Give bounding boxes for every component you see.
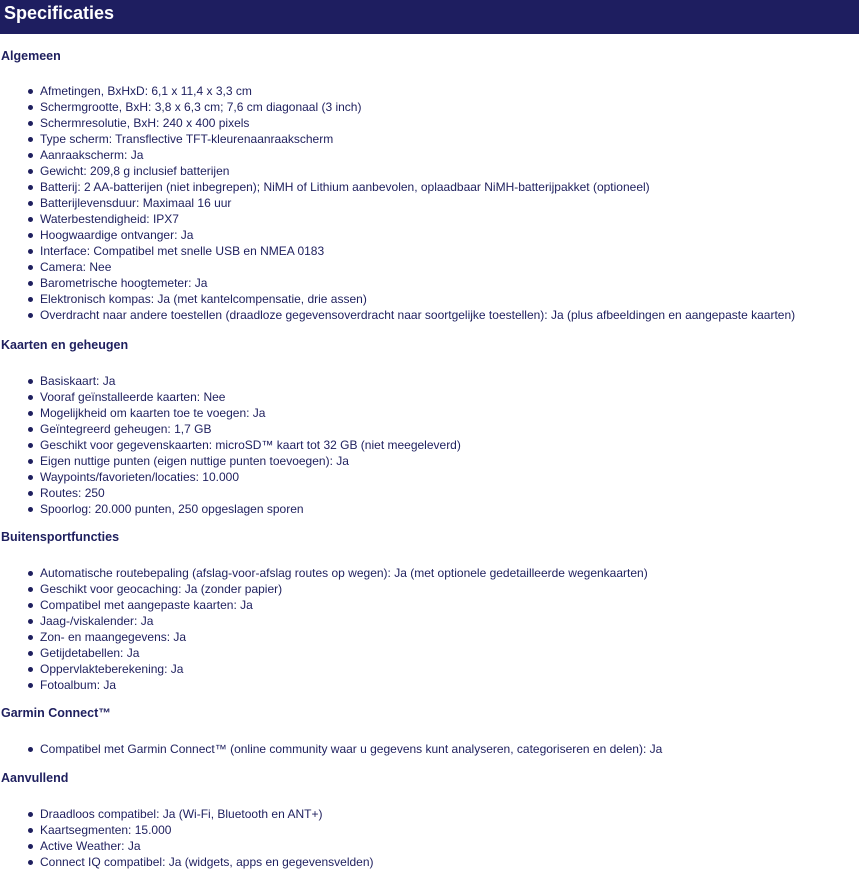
section-title: Buitensportfuncties	[1, 530, 120, 544]
list-item	[0, 373, 461, 389]
bullet-icon	[28, 571, 33, 576]
bullet-icon	[28, 313, 33, 318]
list-item	[0, 469, 461, 485]
list-item-text: Active Weather: Ja	[40, 839, 141, 853]
list-item	[0, 613, 648, 629]
list-item	[0, 453, 461, 469]
section-title: Garmin Connect™	[1, 706, 111, 720]
section-algemeen	[0, 49, 795, 323]
list-item-text: Draadloos compatibel: Ja (Wi-Fi, Bluetooth en ANT+)	[40, 807, 323, 821]
bullet-icon	[28, 844, 33, 849]
list-item	[0, 854, 374, 870]
list-item	[0, 275, 795, 291]
bullet-icon	[28, 427, 33, 432]
list-item-text: Gewicht: 209,8 g inclusief batterijen	[40, 164, 230, 178]
bullet-icon	[28, 860, 33, 865]
list-item-text: Elektronisch kompas: Ja (met kantelcompensatie, drie assen)	[40, 292, 367, 306]
bullet-icon	[28, 233, 33, 238]
list-item	[0, 597, 648, 613]
list-item-text: Waypoints/favorieten/locaties: 10.000	[40, 470, 240, 484]
list-item-text: Zon- en maangegevens: Ja	[40, 630, 187, 644]
spec-list	[0, 806, 374, 870]
list-item-text: Aanraakscherm: Ja	[40, 148, 144, 162]
section-kaarten-en-geheugen	[0, 338, 461, 517]
bullet-icon	[28, 297, 33, 302]
bullet-icon	[28, 475, 33, 480]
list-item	[0, 645, 648, 661]
list-item-text: Type scherm: Transflective TFT-kleurenaanraakscherm	[40, 132, 334, 146]
list-item	[0, 389, 461, 405]
section-title: Algemeen	[1, 49, 61, 63]
list-item-text: Vooraf geïnstalleerde kaarten: Nee	[40, 390, 226, 404]
section-aanvullend	[0, 771, 374, 870]
bullet-icon	[28, 667, 33, 672]
list-item-text: Jaag-/viskalender: Ja	[40, 614, 154, 628]
list-item	[0, 677, 648, 693]
list-item	[0, 211, 795, 227]
list-item-text: Batterij: 2 AA-batterijen (niet inbegrepen); NiMH of Lithium aanbevolen, oplaadbaar NiMH-batterijpakket (optioneel)	[40, 180, 650, 194]
section-title: Aanvullend	[1, 771, 69, 785]
bullet-icon	[28, 603, 33, 608]
list-item-text: Geschikt voor gegevenskaarten: microSD™ kaart tot 32 GB (niet meegeleverd)	[40, 438, 461, 452]
page-title: Specificaties	[4, 3, 115, 23]
list-item	[0, 131, 795, 147]
list-item-text: Getijdetabellen: Ja	[40, 646, 140, 660]
bullet-icon	[28, 747, 33, 752]
spec-list	[0, 83, 795, 323]
bullet-icon	[28, 683, 33, 688]
list-item	[0, 485, 461, 501]
list-item	[0, 115, 795, 131]
section-title: Kaarten en geheugen	[1, 338, 129, 352]
bullet-icon	[28, 411, 33, 416]
list-item-text: Batterijlevensduur: Maximaal 16 uur	[40, 196, 232, 210]
list-item	[0, 99, 795, 115]
list-item-text: Hoogwaardige ontvanger: Ja	[40, 228, 194, 242]
list-item-text: Routes: 250	[40, 486, 105, 500]
list-item-text: Interface: Compatibel met snelle USB en NMEA 0183	[40, 244, 325, 258]
list-item-text: Waterbestendigheid: IPX7	[40, 212, 179, 226]
spec-list	[0, 373, 461, 517]
bullet-icon	[28, 201, 33, 206]
bullet-icon	[28, 169, 33, 174]
list-item-text: Automatische routebepaling (afslag-voor-afslag routes op wegen): Ja (met optionele gedetailleerde wegenkaarten)	[40, 566, 648, 580]
spec-list	[0, 565, 648, 693]
list-item	[0, 741, 662, 757]
list-item	[0, 405, 461, 421]
list-item	[0, 421, 461, 437]
bullet-icon	[28, 121, 33, 126]
list-item	[0, 179, 795, 195]
list-item-text: Eigen nuttige punten (eigen nuttige punten toevoegen): Ja	[40, 454, 349, 468]
bullet-icon	[28, 828, 33, 833]
spec-list	[0, 741, 662, 757]
list-item	[0, 163, 795, 179]
list-item-text: Oppervlakteberekening: Ja	[40, 662, 184, 676]
list-item	[0, 838, 374, 854]
list-item-text: Fotoalbum: Ja	[40, 678, 117, 692]
bullet-icon	[28, 89, 33, 94]
bullet-icon	[28, 379, 33, 384]
list-item	[0, 83, 795, 99]
list-item	[0, 565, 648, 581]
list-item-text: Connect IQ compatibel: Ja (widgets, apps en gegevensvelden)	[40, 855, 374, 869]
section-garmin-connect	[0, 706, 662, 757]
section-buitensportfuncties	[0, 530, 648, 693]
list-item-text: Barometrische hoogtemeter: Ja	[40, 276, 208, 290]
list-item	[0, 243, 795, 259]
list-item-text: Afmetingen, BxHxD: 6,1 x 11,4 x 3,3 cm	[40, 84, 252, 98]
bullet-icon	[28, 265, 33, 270]
list-item	[0, 629, 648, 645]
list-item	[0, 661, 648, 677]
list-item-text: Schermresolutie, BxH: 240 x 400 pixels	[40, 116, 250, 130]
list-item-text: Overdracht naar andere toestellen (draadloze gegevensoverdracht naar soortgelijke toestellen): Ja (plus afbeeldingen en aangepaste kaarten)	[40, 308, 796, 322]
list-item	[0, 437, 461, 453]
bullet-icon	[28, 281, 33, 286]
list-item-text: Camera: Nee	[40, 260, 112, 274]
bullet-icon	[28, 153, 33, 158]
list-item	[0, 806, 374, 822]
bullet-icon	[28, 587, 33, 592]
list-item-text: Basiskaart: Ja	[40, 374, 116, 388]
bullet-icon	[28, 491, 33, 496]
list-item-text: Geïntegreerd geheugen: 1,7 GB	[40, 422, 212, 436]
list-item	[0, 259, 795, 275]
bullet-icon	[28, 459, 33, 464]
list-item-text: Spoorlog: 20.000 punten, 250 opgeslagen sporen	[40, 502, 304, 516]
list-item-text: Mogelijkheid om kaarten toe te voegen: Ja	[40, 406, 266, 420]
list-item-text: Compatibel met aangepaste kaarten: Ja	[40, 598, 253, 612]
list-item	[0, 822, 374, 838]
bullet-icon	[28, 651, 33, 656]
bullet-icon	[28, 249, 33, 254]
bullet-icon	[28, 619, 33, 624]
bullet-icon	[28, 635, 33, 640]
bullet-icon	[28, 812, 33, 817]
list-item	[0, 227, 795, 243]
list-item-text: Kaartsegmenten: 15.000	[40, 823, 172, 837]
list-item-text: Schermgrootte, BxH: 3,8 x 6,3 cm; 7,6 cm diagonaal (3 inch)	[40, 100, 362, 114]
list-item	[0, 581, 648, 597]
list-item	[0, 307, 795, 323]
list-item	[0, 501, 461, 517]
bullet-icon	[28, 217, 33, 222]
bullet-icon	[28, 185, 33, 190]
header-bar	[0, 0, 859, 34]
bullet-icon	[28, 105, 33, 110]
list-item	[0, 291, 795, 307]
bullet-icon	[28, 443, 33, 448]
list-item-text: Geschikt voor geocaching: Ja (zonder papier)	[40, 582, 283, 596]
bullet-icon	[28, 507, 33, 512]
list-item-text: Compatibel met Garmin Connect™ (online community waar u gegevens kunt analyseren, categoriseren en delen): Ja	[40, 742, 663, 756]
list-item	[0, 195, 795, 211]
bullet-icon	[28, 395, 33, 400]
list-item	[0, 147, 795, 163]
bullet-icon	[28, 137, 33, 142]
